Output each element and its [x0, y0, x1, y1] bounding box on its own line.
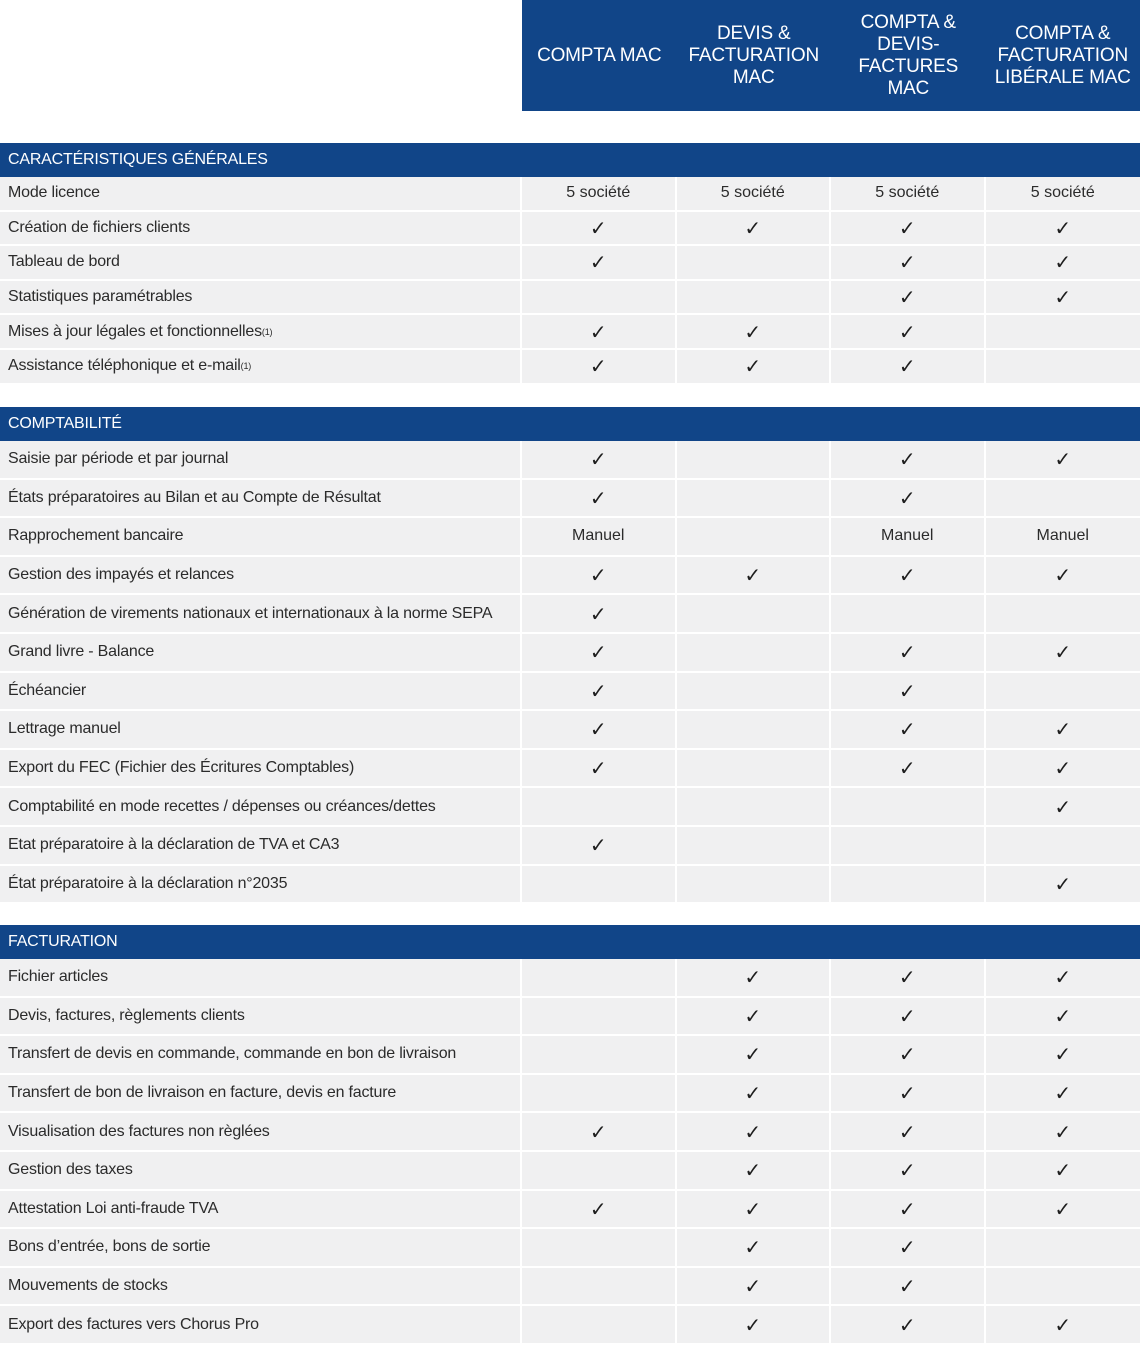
cell-value: Manuel	[572, 527, 625, 545]
check-icon: ✓	[744, 354, 762, 379]
feature-cell	[677, 1268, 832, 1305]
check-icon: ✓	[589, 354, 607, 379]
feature-cell	[831, 750, 986, 787]
table-row	[0, 1036, 1140, 1075]
feature-cell	[831, 1075, 986, 1112]
feature-label-text: Devis, factures, règlements clients	[8, 1006, 245, 1024]
table-row	[0, 866, 1140, 905]
feature-label-text: Lettrage manuel	[8, 720, 121, 738]
feature-cell	[522, 246, 677, 279]
feature-label	[0, 1191, 522, 1228]
feature-label-text: Statistiques paramétrables	[8, 288, 193, 306]
check-icon: ✓	[1054, 563, 1072, 588]
column-header-devis-facturation-mac	[677, 0, 832, 111]
feature-cell	[831, 246, 986, 279]
feature-cell	[831, 788, 986, 825]
feature-cell	[522, 1229, 677, 1266]
feature-cell	[522, 998, 677, 1035]
table-row	[0, 1191, 1140, 1230]
check-icon: ✓	[744, 965, 762, 990]
check-icon: ✓	[898, 1235, 916, 1260]
table-row	[0, 750, 1140, 789]
feature-label-text: Export du FEC (Fichier des Écritures Comptables)	[8, 759, 355, 777]
feature-cell	[522, 711, 677, 748]
check-icon: ✓	[898, 965, 916, 990]
table-row	[0, 1306, 1140, 1345]
check-icon: ✓	[898, 1274, 916, 1299]
column-header-line: COMPTA &	[860, 11, 956, 33]
feature-cell	[831, 480, 986, 517]
check-icon: ✓	[744, 215, 762, 240]
feature-label	[0, 827, 522, 864]
table-row	[0, 595, 1140, 634]
check-icon: ✓	[589, 678, 607, 703]
check-icon: ✓	[744, 1312, 762, 1337]
table-row	[0, 350, 1140, 385]
feature-cell	[986, 1229, 1140, 1266]
feature-cell	[522, 1306, 677, 1343]
check-icon: ✓	[589, 250, 607, 275]
section-facturation	[0, 925, 1140, 1345]
check-icon: ✓	[589, 215, 607, 240]
check-icon: ✓	[898, 678, 916, 703]
check-icon: ✓	[1054, 1119, 1072, 1144]
feature-cell	[677, 1036, 832, 1073]
feature-label	[0, 518, 522, 555]
section-title: COMPTABILITÉ	[0, 407, 1140, 441]
feature-cell	[986, 212, 1140, 245]
check-icon: ✓	[744, 1196, 762, 1221]
feature-label-text: Gestion des impayés et relances	[8, 566, 234, 584]
feature-cell	[522, 1191, 677, 1228]
check-icon: ✓	[898, 1312, 916, 1337]
column-header-compta-devis-factures-mac	[831, 0, 986, 111]
feature-cell	[831, 595, 986, 632]
column-header-line: LIBÉRALE MAC	[994, 66, 1131, 88]
check-icon: ✓	[744, 1158, 762, 1183]
feature-label-text: Transfert de bon de livraison en facture, devis en facture	[8, 1084, 397, 1102]
table-row	[0, 315, 1140, 350]
feature-cell	[677, 959, 832, 996]
feature-label	[0, 634, 522, 671]
check-icon: ✓	[898, 563, 916, 588]
check-icon: ✓	[589, 601, 607, 626]
check-icon: ✓	[898, 250, 916, 275]
feature-cell	[677, 350, 832, 383]
table-row	[0, 1113, 1140, 1152]
table-row	[0, 177, 1140, 212]
feature-label-text: Mises à jour légales et fonctionnelles	[8, 322, 262, 340]
check-icon: ✓	[1054, 1158, 1072, 1183]
check-icon: ✓	[1054, 717, 1072, 742]
column-header-line: MAC	[732, 66, 775, 88]
check-icon: ✓	[898, 1003, 916, 1028]
cell-value: 5 société	[1030, 184, 1095, 202]
feature-cell	[677, 212, 832, 245]
feature-cell	[677, 441, 832, 478]
check-icon: ✓	[898, 1119, 916, 1144]
section-title: CARACTÉRISTIQUES GÉNÉRALES	[0, 143, 1140, 177]
check-icon: ✓	[589, 563, 607, 588]
table-row	[0, 711, 1140, 750]
check-icon: ✓	[1054, 640, 1072, 665]
feature-cell	[831, 441, 986, 478]
cell-value: 5 société	[875, 184, 940, 202]
feature-cell	[831, 315, 986, 348]
check-icon: ✓	[1054, 1081, 1072, 1106]
feature-cell	[986, 959, 1140, 996]
cell-value: 5 société	[566, 184, 631, 202]
feature-label-text: Échéancier	[8, 681, 87, 699]
check-icon: ✓	[744, 1081, 762, 1106]
column-header-compta-facturation-liberale-mac	[986, 0, 1140, 111]
feature-cell	[831, 711, 986, 748]
section-title: FACTURATION	[0, 925, 1140, 959]
feature-label	[0, 1306, 522, 1343]
column-header-line: DEVIS-FACTURES	[858, 33, 959, 77]
column-header-line: COMPTA MAC	[537, 44, 662, 66]
feature-label-text: États préparatoires au Bilan et au Compte de Résultat	[8, 488, 381, 506]
feature-label	[0, 480, 522, 517]
column-header-compta-mac	[522, 0, 677, 111]
feature-cell	[986, 1191, 1140, 1228]
check-icon: ✓	[898, 1081, 916, 1106]
feature-label: Assistance téléphonique et e-mail (1)	[0, 350, 522, 383]
feature-cell	[986, 827, 1140, 864]
check-icon: ✓	[898, 756, 916, 781]
check-icon: ✓	[1054, 1042, 1072, 1067]
feature-label-text: Rapprochement bancaire	[8, 527, 184, 545]
check-icon: ✓	[1054, 1312, 1072, 1337]
feature-cell	[677, 281, 832, 314]
cell-value: 5 société	[720, 184, 785, 202]
feature-label	[0, 281, 522, 314]
check-icon: ✓	[744, 1235, 762, 1260]
table-row	[0, 212, 1140, 247]
feature-cell	[986, 1152, 1140, 1189]
check-icon: ✓	[898, 447, 916, 472]
feature-cell	[677, 827, 832, 864]
table-row	[0, 1229, 1140, 1268]
feature-cell	[831, 1306, 986, 1343]
check-icon: ✓	[744, 563, 762, 588]
feature-cell	[831, 1229, 986, 1266]
check-icon: ✓	[744, 1003, 762, 1028]
feature-cell	[677, 673, 832, 710]
feature-label	[0, 711, 522, 748]
table-row	[0, 788, 1140, 827]
table-row	[0, 246, 1140, 281]
feature-cell	[831, 866, 986, 903]
feature-cell	[522, 212, 677, 245]
feature-cell	[986, 1268, 1140, 1305]
feature-label-text: Gestion des taxes	[8, 1161, 133, 1179]
feature-cell	[986, 315, 1140, 348]
check-icon: ✓	[898, 1042, 916, 1067]
check-icon: ✓	[898, 285, 916, 310]
feature-cell	[677, 246, 832, 279]
feature-cell	[831, 1113, 986, 1150]
check-icon: ✓	[589, 485, 607, 510]
feature-cell	[522, 441, 677, 478]
feature-cell	[986, 177, 1140, 210]
feature-cell	[677, 1191, 832, 1228]
feature-cell	[677, 177, 832, 210]
feature-cell	[831, 827, 986, 864]
feature-cell	[831, 212, 986, 245]
feature-label-text: Mode licence	[8, 184, 100, 202]
table-row	[0, 827, 1140, 866]
feature-cell	[986, 673, 1140, 710]
table-row	[0, 441, 1140, 480]
feature-cell	[986, 557, 1140, 594]
feature-cell	[986, 1036, 1140, 1073]
feature-label-text: Export des factures vers Chorus Pro	[8, 1315, 259, 1333]
feature-cell	[522, 518, 677, 555]
feature-label-text: Création de fichiers clients	[8, 218, 191, 236]
feature-cell	[522, 1152, 677, 1189]
feature-cell	[677, 1229, 832, 1266]
feature-label	[0, 1036, 522, 1073]
feature-cell	[986, 866, 1140, 903]
feature-cell	[677, 634, 832, 671]
check-icon: ✓	[589, 319, 607, 344]
feature-cell	[522, 673, 677, 710]
feature-cell	[677, 788, 832, 825]
table-row	[0, 1075, 1140, 1114]
check-icon: ✓	[898, 717, 916, 742]
feature-cell	[677, 1113, 832, 1150]
check-icon: ✓	[898, 640, 916, 665]
feature-cell	[677, 866, 832, 903]
feature-cell	[522, 1113, 677, 1150]
feature-cell	[986, 518, 1140, 555]
feature-cell	[522, 315, 677, 348]
check-icon: ✓	[589, 640, 607, 665]
check-icon: ✓	[589, 1119, 607, 1144]
check-icon: ✓	[898, 1158, 916, 1183]
feature-label	[0, 441, 522, 478]
check-icon: ✓	[744, 1119, 762, 1144]
feature-label	[0, 177, 522, 210]
check-icon: ✓	[589, 833, 607, 858]
feature-cell	[522, 788, 677, 825]
check-icon: ✓	[1054, 250, 1072, 275]
feature-label-text: Mouvements de stocks	[8, 1277, 168, 1295]
table-row	[0, 1152, 1140, 1191]
feature-cell	[986, 595, 1140, 632]
feature-label-text: Bons d’entrée, bons de sortie	[8, 1238, 211, 1256]
section-comptabilite	[0, 407, 1140, 904]
check-icon: ✓	[898, 485, 916, 510]
check-icon: ✓	[898, 319, 916, 344]
feature-label-text: Visualisation des factures non règlées	[8, 1122, 270, 1140]
feature-cell	[986, 1075, 1140, 1112]
feature-cell	[831, 557, 986, 594]
check-icon: ✓	[744, 1274, 762, 1299]
feature-cell	[986, 441, 1140, 478]
table-row	[0, 557, 1140, 596]
feature-cell	[986, 634, 1140, 671]
feature-cell	[677, 750, 832, 787]
feature-cell	[831, 177, 986, 210]
check-icon: ✓	[589, 447, 607, 472]
check-icon: ✓	[1054, 447, 1072, 472]
feature-label	[0, 246, 522, 279]
feature-label-text: Assistance téléphonique et e-mail	[8, 357, 241, 375]
check-icon: ✓	[589, 756, 607, 781]
cell-value: Manuel	[881, 527, 934, 545]
feature-label-text: Saisie par période et par journal	[8, 450, 229, 468]
section-caracteristiques-generales	[0, 143, 1140, 385]
feature-cell	[986, 711, 1140, 748]
check-icon: ✓	[1054, 965, 1072, 990]
feature-cell	[831, 1268, 986, 1305]
feature-cell	[677, 595, 832, 632]
table-row	[0, 480, 1140, 519]
feature-label-text: Comptabilité en mode recettes / dépenses ou créances/dettes	[8, 797, 436, 815]
feature-cell	[677, 1306, 832, 1343]
feature-cell	[831, 518, 986, 555]
feature-cell	[677, 315, 832, 348]
feature-label	[0, 1152, 522, 1189]
column-header-line: MAC	[887, 77, 930, 99]
feature-cell	[677, 998, 832, 1035]
feature-cell	[831, 998, 986, 1035]
column-header-line: DEVIS &	[716, 22, 791, 44]
feature-cell	[522, 866, 677, 903]
feature-cell	[986, 788, 1140, 825]
check-icon: ✓	[1054, 285, 1072, 310]
check-icon: ✓	[1054, 215, 1072, 240]
feature-cell	[677, 1075, 832, 1112]
feature-cell	[831, 1036, 986, 1073]
feature-label-text: Fichier articles	[8, 968, 108, 986]
table-row	[0, 998, 1140, 1037]
table-row	[0, 281, 1140, 316]
cell-value: Manuel	[1036, 527, 1089, 545]
feature-label	[0, 866, 522, 903]
feature-cell	[986, 1113, 1140, 1150]
column-headers	[522, 0, 1140, 111]
feature-cell	[522, 557, 677, 594]
feature-label	[0, 1113, 522, 1150]
feature-cell	[831, 673, 986, 710]
feature-cell	[677, 518, 832, 555]
feature-label	[0, 1268, 522, 1305]
check-icon: ✓	[898, 215, 916, 240]
feature-cell	[986, 750, 1140, 787]
feature-cell	[522, 827, 677, 864]
check-icon: ✓	[589, 1196, 607, 1221]
check-icon: ✓	[898, 1196, 916, 1221]
feature-cell	[522, 750, 677, 787]
feature-cell	[986, 480, 1140, 517]
feature-label	[0, 750, 522, 787]
feature-label	[0, 1075, 522, 1112]
feature-label	[0, 595, 522, 632]
column-header-line: FACTURATION	[688, 44, 819, 66]
check-icon: ✓	[898, 354, 916, 379]
feature-cell	[986, 998, 1140, 1035]
feature-label	[0, 998, 522, 1035]
feature-cell	[522, 177, 677, 210]
feature-label	[0, 959, 522, 996]
feature-cell	[677, 1152, 832, 1189]
table-row	[0, 634, 1140, 673]
feature-cell	[831, 959, 986, 996]
feature-label	[0, 557, 522, 594]
check-icon: ✓	[1054, 794, 1072, 819]
feature-label: Mises à jour légales et fonctionnelles (1)	[0, 315, 522, 348]
feature-label-text: Tableau de bord	[8, 253, 120, 271]
check-icon: ✓	[744, 1042, 762, 1067]
check-icon: ✓	[1054, 1003, 1072, 1028]
feature-cell	[677, 711, 832, 748]
check-icon: ✓	[744, 319, 762, 344]
feature-label-text: Attestation Loi anti-fraude TVA	[8, 1199, 219, 1217]
check-icon: ✓	[589, 717, 607, 742]
check-icon: ✓	[1054, 756, 1072, 781]
feature-cell	[677, 480, 832, 517]
feature-cell	[522, 480, 677, 517]
table-row	[0, 1268, 1140, 1307]
feature-label	[0, 1229, 522, 1266]
feature-cell	[522, 350, 677, 383]
feature-cell	[986, 1306, 1140, 1343]
feature-cell	[522, 634, 677, 671]
column-header-line: COMPTA &	[1015, 22, 1111, 44]
check-icon: ✓	[1054, 871, 1072, 896]
feature-label-text: Grand livre - Balance	[8, 643, 155, 661]
feature-cell	[522, 281, 677, 314]
feature-cell	[522, 1075, 677, 1112]
feature-cell	[986, 281, 1140, 314]
feature-label-text: Transfert de devis en commande, commande en bon de livraison	[8, 1045, 457, 1063]
feature-label-text: État préparatoire à la déclaration n°2035	[8, 874, 288, 892]
table-row	[0, 673, 1140, 712]
feature-cell	[986, 246, 1140, 279]
feature-label-text: Etat préparatoire à la déclaration de TVA et CA3	[8, 836, 340, 854]
feature-cell	[677, 557, 832, 594]
feature-cell	[831, 1152, 986, 1189]
feature-cell	[522, 1036, 677, 1073]
feature-cell	[986, 350, 1140, 383]
check-icon: ✓	[1054, 1196, 1072, 1221]
feature-cell	[831, 1191, 986, 1228]
feature-label-text: Génération de virements nationaux et internationaux à la norme SEPA	[8, 604, 493, 622]
feature-cell	[522, 595, 677, 632]
feature-cell	[831, 634, 986, 671]
feature-label	[0, 788, 522, 825]
feature-label	[0, 212, 522, 245]
feature-label	[0, 673, 522, 710]
feature-cell	[522, 959, 677, 996]
feature-cell	[831, 281, 986, 314]
table-row	[0, 959, 1140, 998]
table-row	[0, 518, 1140, 557]
column-header-line: FACTURATION	[997, 44, 1128, 66]
feature-cell	[522, 1268, 677, 1305]
feature-cell	[831, 350, 986, 383]
